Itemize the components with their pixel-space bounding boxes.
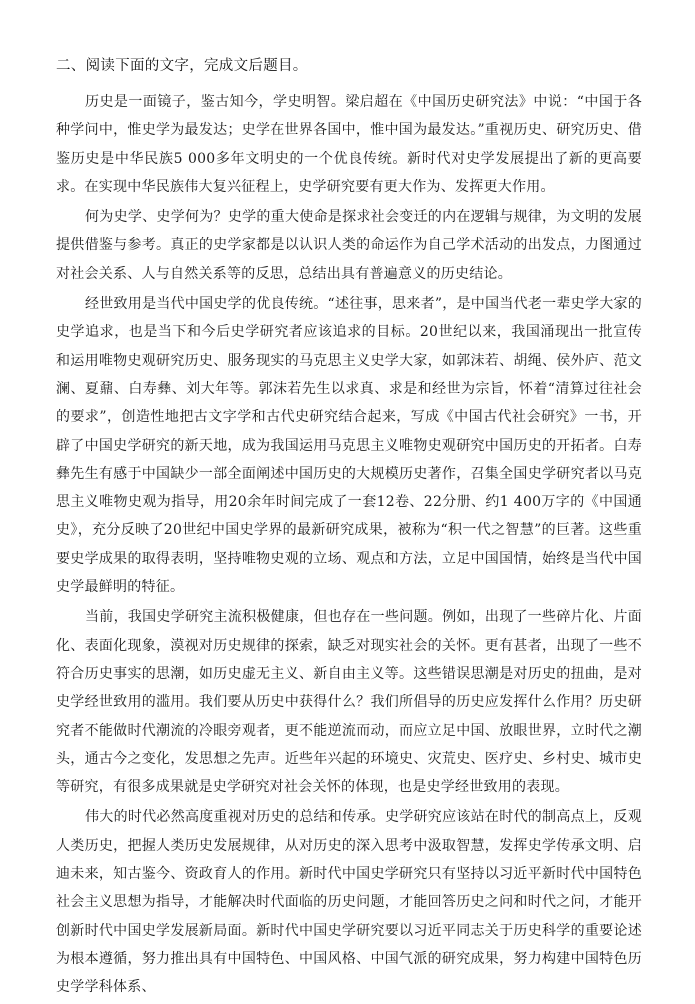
paragraph-2: 何为史学、史学何为？史学的重大使命是探求社会变迁的内在逻辑与规律，为文明的发展提供借鉴与参考。真正的史学家都是以认识人类的命运作为自己学术活动的出发点，力图通过对社会关系、人与自然关系等的反思，总结出具有普遍意义的历史结论。 — [56, 209, 642, 282]
paragraph-1: 历史是一面镜子，鉴古知今，学史明智。梁启超在《中国历史研究法》中说：“中国于各种学问中，惟史学为最发达；史学在世界各国中，惟中国为最发达。”重视历史、研究历史、借鉴历史是中华民族5 000多年文明史的一个优良传统。新时代对史学发展提出了新的更高要求。在实现中华民族伟大复兴征程上，史学研究要有更大作为、发挥更大作用。 — [56, 94, 642, 195]
paragraph-4: 当前，我国史学研究主流积极健康，但也存在一些问题。例如，出现了一些碎片化、片面化、表面化现象，漠视对历史规律的探索，缺乏对现实社会的关怀。更有甚者，出现了一些不符合历史事实的思潮，如历史虚无主义、新自由主义等。这些错误思潮是对历史的扭曲，是对史学经世致用的滥用。我们要从历史中获得什么？我们所倡导的历史应发挥什么作用？历史研究者不能做时代潮流的冷眼旁观者，更不能逆流而动，而应立足中国、放眼世界，立时代之潮头，通古今之变化，发思想之先声。近些年兴起的环境史、灾荒史、医疗史、乡村史、城市史等研究，有很多成果就是史学研究对社会关怀的体现，也是史学经世致用的表现。 — [56, 609, 642, 796]
reading-passage — [56, 52, 642, 1004]
paragraph-3: 经世致用是当代中国史学的优良传统。“述往事，思来者”，是中国当代老一辈史学大家的史学追求，也是当下和今后史学研究者应该追求的目标。20世纪以来，我国涌现出一批宣传和运用唯物史观研究历史、服务现实的马克思主义史学大家，如郭沫若、胡绳、侯外庐、范文澜、夏鼐、白寿彝、刘大年等。郭沫若先生以求真、求是和经世为宗旨，怀着“清算过往社会的要求”，创造性地把古文字学和古代史研究结合起来，写成《中国古代社会研究》一书，开辟了中国史学研究的新天地，成为我国运用马克思主义唯物史观研究中国历史的开拓者。白寿彝先生有感于中国缺少一部全面阐述中国历史的大规模历史著作，召集全国史学研究者以马克思主义唯物史观为指导，用20余年时间完成了一套12卷、22分册、约1 400万字的《中国通史》，充分反映了20世纪中国史学界的最新研究成果，被称为“积一代之智慧”的巨著。这些重要史学成果的取得表明，坚持唯物史观的立场、观点和方法，立足中国国情，始终是当代中国史学最鲜明的特征。 — [56, 296, 642, 596]
paragraph-5: 伟大的时代必然高度重视对历史的总结和传承。史学研究应该站在时代的制高点上，反观人类历史，把握人类历史发展规律，从对历史的深入思考中汲取智慧，发挥史学传承文明、启迪未来，知古鉴今、资政育人的作用。新时代中国史学研究只有坚持以习近平新时代中国特色社会主义思想为指导，才能解决时代面临的历史问题，才能回答历史之问和时代之问，才能开创新时代中国史学发展新局面。新时代中国史学研究要以习近平同志关于历史科学的重要论述为根本遵循，努力推出具有中国特色、中国风格、中国气派的研究成果，努力构建中国特色历史学学科体系、 — [56, 809, 642, 996]
section-heading: 二、阅读下面的文字，完成文后题目。 — [56, 58, 308, 74]
